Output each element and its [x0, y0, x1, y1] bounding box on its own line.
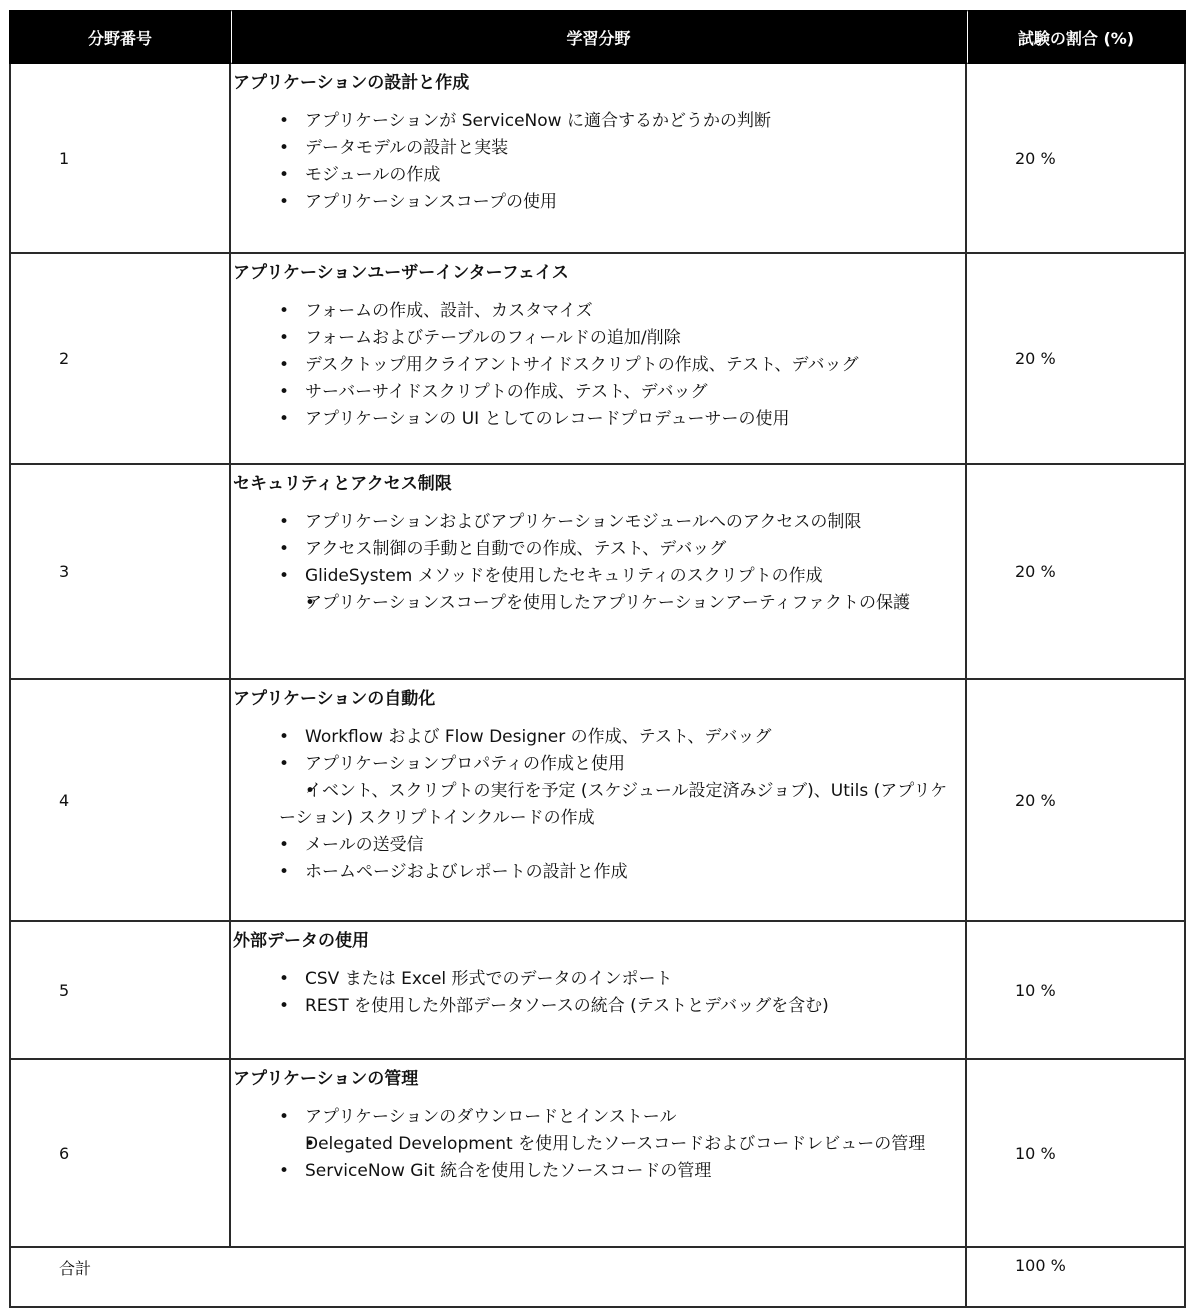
list-item: • CSV または Excel 形式でのデータのインポート: [279, 966, 961, 993]
topic-title: セキュリティとアクセス制限: [233, 474, 452, 494]
header-domain-number: 分野番号: [9, 10, 231, 64]
topic-cell: [231, 922, 967, 1060]
list-item: • アプリケーションスコープの使用: [279, 189, 961, 216]
topic-title: アプリケーションの設計と作成: [233, 73, 470, 93]
list-item: • イベント、スクリプトの実行を予定 (スケジュール設定済みジョブ)、Utils (アプリケーション) スクリプトインクルードの作成: [279, 778, 961, 832]
list-item: • デスクトップ用クライアントサイドスクリプトの作成、テスト、デバッグ: [279, 352, 961, 379]
table-row: [9, 680, 1186, 922]
exam-percentage: 20 %: [967, 465, 1186, 680]
table-row: [9, 254, 1186, 465]
list-item: • アプリケーションが ServiceNow に適合するかどうかの判断: [279, 108, 961, 135]
total-percentage: 100 %: [967, 1248, 1186, 1308]
topic-cell: [231, 254, 967, 465]
total-row: [9, 1248, 1186, 1308]
list-item: • モジュールの作成: [279, 162, 961, 189]
list-item: • アプリケーションのダウンロードとインストール: [279, 1104, 961, 1131]
topic-list: [233, 966, 961, 1020]
topic-list: [233, 298, 961, 433]
list-item: • REST を使用した外部データソースの統合 (テストとデバッグを含む): [279, 993, 961, 1020]
domain-number: 4: [9, 680, 231, 922]
list-item: • アプリケーションの UI としてのレコードプロデューサーの使用: [279, 406, 961, 433]
list-item: • ServiceNow Git 統合を使用したソースコードの管理: [279, 1158, 961, 1185]
exam-percentage: 10 %: [967, 922, 1186, 1060]
list-item: • アクセス制御の手動と自動での作成、テスト、デバッグ: [279, 536, 961, 563]
list-item: • Delegated Development を使用したソースコードおよびコードレビューの管理: [279, 1131, 961, 1158]
domain-number: 1: [9, 64, 231, 254]
table-row: [9, 465, 1186, 680]
list-item: • アプリケーションプロパティの作成と使用: [279, 751, 961, 778]
topic-list: [233, 108, 961, 216]
table-row: [9, 922, 1186, 1060]
domain-number: 3: [9, 465, 231, 680]
exam-percentage: 20 %: [967, 254, 1186, 465]
list-item: • ホームページおよびレポートの設計と作成: [279, 859, 961, 886]
exam-percentage: 20 %: [967, 64, 1186, 254]
domain-number: 5: [9, 922, 231, 1060]
list-item: • Workflow および Flow Designer の作成、テスト、デバッグ: [279, 724, 961, 751]
list-item: • アプリケーションスコープを使用したアプリケーションアーティファクトの保護: [279, 590, 961, 617]
table-header-row: [9, 10, 1186, 64]
topic-cell: [231, 64, 967, 254]
list-item: • データモデルの設計と実装: [279, 135, 961, 162]
domain-number: 2: [9, 254, 231, 465]
topic-cell: [231, 680, 967, 922]
topic-title: アプリケーションの管理: [233, 1069, 419, 1089]
header-study-area: 学習分野: [231, 10, 967, 64]
domain-number: 6: [9, 1060, 231, 1248]
topic-list: [233, 1104, 961, 1185]
exam-domain-table: [9, 10, 1186, 1308]
list-item: • メールの送受信: [279, 832, 961, 859]
table-row: [9, 1060, 1186, 1248]
exam-percentage: 20 %: [967, 680, 1186, 922]
topic-title: アプリケーションの自動化: [233, 689, 436, 709]
topic-title: 外部データの使用: [233, 931, 369, 951]
header-exam-percentage: 試験の割合 (%): [967, 10, 1186, 64]
topic-cell: [231, 1060, 967, 1248]
exam-percentage: 10 %: [967, 1060, 1186, 1248]
topic-cell: [231, 465, 967, 680]
topic-list: [233, 724, 961, 886]
list-item: • アプリケーションおよびアプリケーションモジュールへのアクセスの制限: [279, 509, 961, 536]
list-item: • フォームの作成、設計、カスタマイズ: [279, 298, 961, 325]
list-item: • GlideSystem メソッドを使用したセキュリティのスクリプトの作成: [279, 563, 961, 590]
table-row: [9, 64, 1186, 254]
list-item: • サーバーサイドスクリプトの作成、テスト、デバッグ: [279, 379, 961, 406]
topic-title: アプリケーションユーザーインターフェイス: [233, 263, 569, 283]
list-item: • フォームおよびテーブルのフィールドの追加/削除: [279, 325, 961, 352]
total-label: 合計: [9, 1248, 967, 1308]
topic-list: [233, 509, 961, 617]
